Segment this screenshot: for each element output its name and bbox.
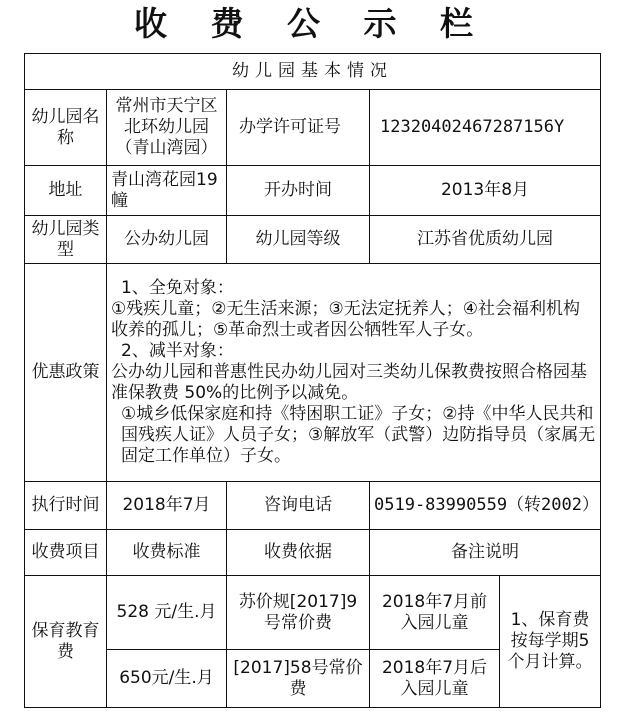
open-time-label: 开办时间 (227, 166, 370, 216)
fee-item: 保育教育费 (25, 576, 107, 708)
section-header: 幼儿园基本情况 (25, 54, 601, 90)
type-row (25, 216, 601, 264)
fee-header-row (25, 530, 601, 576)
policy-label: 优惠政策 (25, 264, 107, 482)
fee-basis-2: [2017]58号常价费 (227, 650, 370, 708)
policy-line-4: 公办幼儿园和普惠性民办幼儿园对三类幼儿保教费按照合格园基准保教费 50%的比例予以减免。 (111, 362, 587, 403)
phone-label: 咨询电话 (227, 482, 370, 530)
section-header-row (25, 54, 601, 90)
license-label: 办学许可证号 (227, 90, 370, 166)
fee-row-1 (25, 576, 601, 650)
policy-line-1: 1、全免对象： (121, 278, 234, 298)
fee-item-header: 收费项目 (25, 530, 107, 576)
address-row (25, 166, 601, 216)
type-value: 公办幼儿园 (107, 216, 227, 264)
phone-value: 0519-83990559（转2002） (370, 482, 601, 530)
fee-basis-1: 苏价规[2017]9号常价费 (227, 576, 370, 650)
policy-line-3: 2、减半对象： (121, 341, 234, 361)
policy-line-2: ①残疾儿童；②无生活来源；③无法定抚养人；④社会福利机构收养的孤儿；⑤革命烈士或者因公牺牲军人子女。 (111, 299, 580, 340)
fee-note-header: 备注说明 (370, 530, 601, 576)
grade-value: 江苏省优质幼儿园 (370, 216, 601, 264)
fee-standard-header: 收费标准 (107, 530, 227, 576)
fee-basis-header: 收费依据 (227, 530, 370, 576)
execution-row (25, 482, 601, 530)
grade-label: 幼儿园等级 (227, 216, 370, 264)
name-label: 幼儿园名称 (25, 90, 107, 166)
policy-content (107, 264, 601, 482)
address-label: 地址 (25, 166, 107, 216)
fee-remark: 1、保育费按每学期5个月计算。 (500, 576, 601, 708)
fee-note-1: 2018年7月前入园儿童 (370, 576, 500, 650)
name-value: 常州市天宁区北环幼儿园（青山湾园） (107, 90, 227, 166)
fee-disclosure-table (24, 53, 601, 708)
execution-time-value: 2018年7月 (107, 482, 227, 530)
license-value: 12320402467287156Y (370, 90, 601, 166)
address-value: 青山湾花园19幢 (107, 166, 227, 216)
execution-time-label: 执行时间 (25, 482, 107, 530)
type-label: 幼儿园类型 (25, 216, 107, 264)
open-time-value: 2013年8月 (370, 166, 601, 216)
name-row (25, 90, 601, 166)
policy-line-5: ①城乡低保家庭和持《特困职工证》子女；②持《中华人民共和国残疾人证》人员子女；③解放军（武警）边防指导员（家属无固定工作单位）子女。 (121, 404, 596, 466)
policy-row (25, 264, 601, 482)
page-title: 收 费 公 示 栏 (134, 4, 489, 43)
fee-standard-2: 650元/生.月 (107, 650, 227, 708)
fee-standard-1: 528 元/生.月 (107, 576, 227, 650)
fee-note-2: 2018年7月后入园儿童 (370, 650, 500, 708)
